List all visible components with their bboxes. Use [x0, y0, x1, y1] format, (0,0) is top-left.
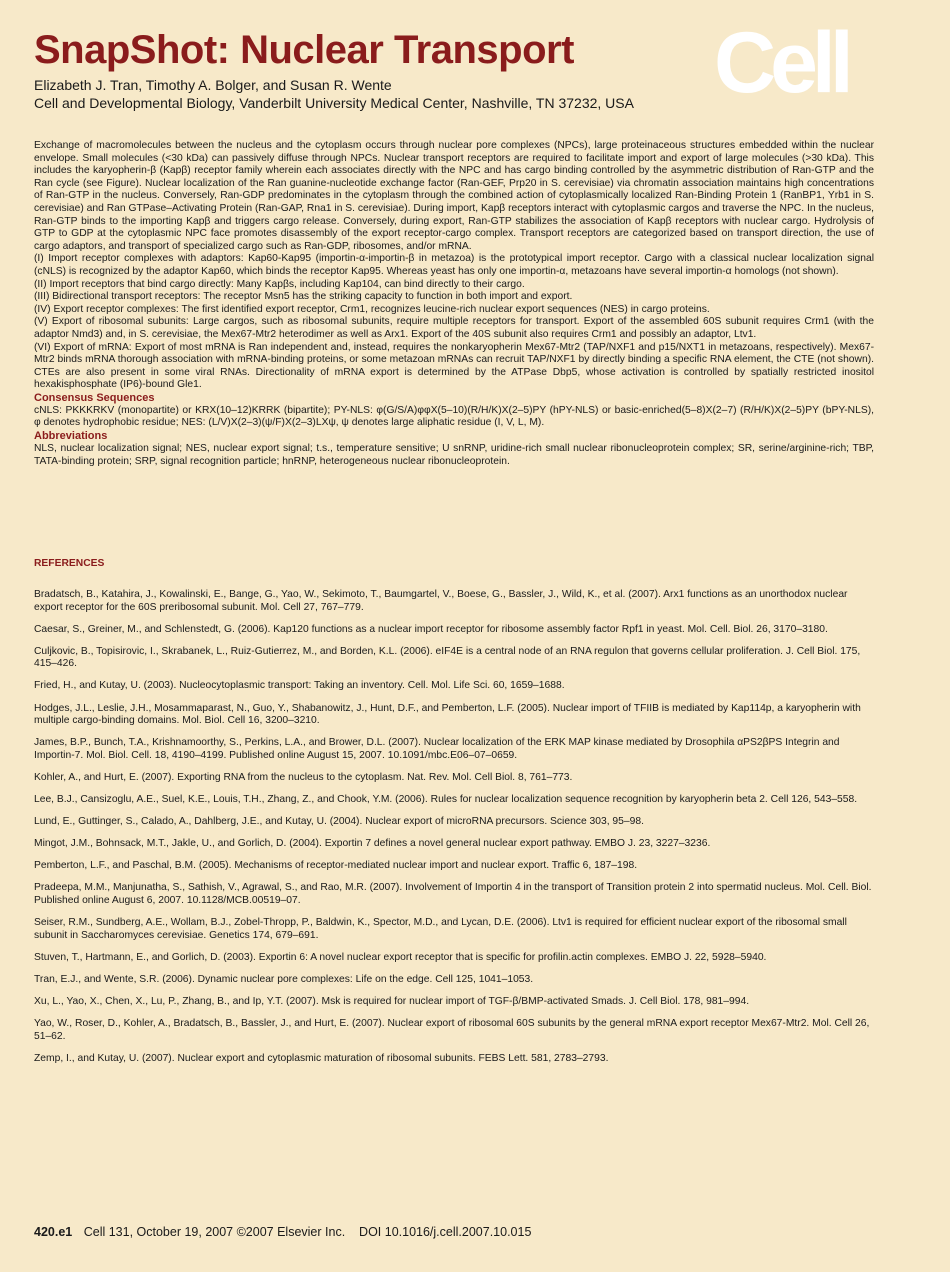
page-number: 420.e1 [34, 1225, 73, 1239]
reference-item: Caesar, S., Greiner, M., and Schlenstedt, G. (2006). Kap120 functions as a nuclear import receptor for ribosome assembly factor Rpf1 in yeast. Mol. Cell. Biol. 26, 3170–3180. [34, 623, 828, 635]
abbreviations-text: NLS, nuclear localization signal; NES, nuclear export signal; t.s., temperature sensitive; U snRNP, uridine-rich small nuclear ribonucleoprotein complex; SR, serine/arginine-rich; TBP, TATA-binding protein; SRP, signal recognition particle; hnRNP, heterogeneous nuclear ribonucleoprotein. [34, 443, 874, 467]
intro-paragraph: Exchange of macromolecules between the nucleus and the cytoplasm occurs through nuclear pore complexes (NPCs), large proteinaceous structures embedded within the nuclear envelope. Small molecules (<30 kDa) can passively diffuse through NPCs. Nuclear transport receptors are required to facilitate import and export of large molecules (>30 kDa). This includes the karyopherin-β (Kapβ) receptor family wherein each associates directly with the NPC and has cargo binding controlled by the asymmetric distribution of Ran-GTP and the Ran cycle (see Figure). Nuclear localization of the Ran guanine-nucleotide exchange factor (Ran-GEF, Prp20 in S. cerevisiae) via chromatin association maintains high concentrations of Ran-GTP in the nucleus. Conversely, Ran-GDP predominates in the cytoplasm through the combined action of cytoplasmically localized Ran-Binding Protein 1 (RanBP1, Yrb1 in S. cerevisiae) and Ran GTPase–Activating Protein (Ran-GAP, Rna1 in S. cerevisiae). During import, Kapβ receptors interact with cytoplasmic cargos and traverse the NPC. In the nucleus, Ran-GTP binds to the importing Kapβ and triggers cargo release. Conversely, during export, Ran-GTP stabilizes the association of Kapβ receptors with nuclear cargo. Hydrolysis of GTP to GDP at the cytoplasmic NPC face promotes disassembly of the export receptor-cargo complex. Transport receptors are categorized based on transport direction, the use of cargo adaptors, and transport of specialized cargo such as Ran-GDP, ribosomes, and/or mRNA. [34, 140, 874, 252]
abbreviations-heading: Abbreviations [34, 430, 108, 443]
item-paragraph: (II) Import receptors that bind cargo directly: Many Kapβs, including Kap104, can bind directly to their cargo. [34, 278, 525, 290]
authors: Elizabeth J. Tran, Timothy A. Bolger, and Susan R. Wente [34, 77, 392, 93]
page-title: SnapShot: Nuclear Transport [34, 28, 574, 72]
item-paragraph: (I) Import receptor complexes with adaptors: Kap60-Kap95 (importin-α-importin-β in metazoa) is the prototypical import receptor. Cargo with a classical nuclear localization signal (cNLS) is recognized by the adaptor Kap60, which binds the receptor Kap95. Whereas yeast has only one importin-α, metazoans have several importin-α homologs (not shown). [34, 253, 874, 277]
reference-item: Seiser, R.M., Sundberg, A.E., Wollam, B.J., Zobel-Thropp, P., Baldwin, K., Spector, M.D., and Lycan, D.E. (2006). Ltv1 is required for efficient nuclear export of the ribosomal small subunit in Saccharomyces cerevisiae. Genetics 174, 679–691. [34, 917, 847, 941]
consensus-heading: Consensus Sequences [34, 391, 155, 404]
consensus-text: cNLS: PKKKRKV (monopartite) or KRX(10–12)KRRK (bipartite); PY-NLS: φ(G/S/A)φφX(5–10)(R/H/K)X(2–5)PY (hPY-NLS) or basic-enriched(5–8)X(2–7) (R/H/K)X(2–5)PY (bPY-NLS), φ denotes hydrophobic residue; NES: (L/V)X(2–3)(ψ/F)X(2–3)LXψ, ψ denotes large aliphatic residue (I, V, L, M). [34, 404, 874, 429]
affiliation: Cell and Developmental Biology, Vanderbilt University Medical Center, Nashville, TN 37232, USA [34, 95, 634, 111]
reference-item: Mingot, J.M., Bohnsack, M.T., Jakle, U., and Gorlich, D. (2004). Exportin 7 defines a novel general nuclear export pathway. EMBO J. 23, 3227–3236. [34, 838, 711, 850]
reference-item: Stuven, T., Hartmann, E., and Gorlich, D. (2003). Exportin 6: A novel nuclear export receptor that is specific for profilin.actin complexes. EMBO J. 22, 5928–5940. [34, 951, 767, 963]
reference-item: Bradatsch, B., Katahira, J., Kowalinski, E., Bange, G., Yao, W., Sekimoto, T., Baumgartel, V., Boese, G., Bassler, J., Wild, K., et al. (2007). Arx1 functions as an unorthodox nuclear export receptor for the 60S preribosomal subunit. Mol. Cell 27, 767–779. [34, 589, 848, 613]
footer-citation: Cell 131, October 19, 2007 ©2007 Elsevier Inc. DOI 10.1016/j.cell.2007.10.015 [83, 1225, 532, 1239]
reference-item: Lee, B.J., Cansizoglu, A.E., Suel, K.E., Louis, T.H., Zhang, Z., and Chook, Y.M. (2006). Rules for nuclear localization sequence recognition by karyopherin beta 2. Cell 126, 543–558. [34, 794, 858, 806]
reference-item: Fried, H., and Kutay, U. (2003). Nucleocytoplasmic transport: Taking an inventory. Cell. Mol. Life Sci. 60, 1659–1688. [34, 680, 565, 692]
item-paragraph: (III) Bidirectional transport receptors: The receptor Msn5 has the striking capacity to function in both import and export. [34, 291, 573, 303]
reference-item: Kohler, A., and Hurt, E. (2007). Exporting RNA from the nucleus to the cytoplasm. Nat. Rev. Mol. Cell Biol. 8, 761–773. [34, 771, 573, 783]
item-paragraph: (VI) Export of mRNA: Export of most mRNA is Ran independent and, instead, requires the nonkaryopherin Mex67-Mtr2 (TAP/NXF1 and p15/NXT1 in metazoans, respectively). Mex67-Mtr2 binds mRNA thorough association with mRNA-binding proteins, or some metazoan mRNAs can recruit TAP/NXF1 by directly binding a specific RNA element, the CTE (not shown). CTEs are also present in some viral RNAs. Directionality of mRNA export is determined by the ATPase Dbp5, whose activation is controlled by spatially restricted inositol hexakisphosphate (IP6)-bound Gle1. [34, 341, 874, 391]
reference-item: Zemp, I., and Kutay, U. (2007). Nuclear export and cytoplasmic maturation of ribosomal subunits. FEBS Lett. 581, 2783–2793. [34, 1052, 609, 1064]
footer [34, 1225, 531, 1239]
reference-item: Xu, L., Yao, X., Chen, X., Lu, P., Zhang, B., and Ip, Y.T. (2007). Msk is required for nuclear import of TGF-β/BMP-activated Smads. J. Cell Biol. 178, 981–994. [34, 995, 750, 1007]
references-heading: REFERENCES [34, 558, 105, 569]
reference-item: Pradeepa, M.M., Manjunatha, S., Sathish, V., Agrawal, S., and Rao, M.R. (2007). Involvement of Importin 4 in the transport of Transition protein 2 into spermatid nucleus. Mol. Cell. Biol. Published online August 6, 2007. 10.1128/MCB.00519–07. [34, 882, 872, 906]
item-paragraph: (V) Export of ribosomal subunits: Large cargos, such as ribosomal subunits, require multiple receptors for transport. Export of the assembled 60S subunit requires Crm1 (with the adaptor Nmd3) and, in S. cerevisiae, the Mex67-Mtr2 heterodimer as well as Arx1. Export of the 40S subunit also requires Crm1 and possibly an adaptor, Ltv1. [34, 316, 874, 340]
item-paragraph: (IV) Export receptor complexes: The first identified export receptor, Crm1, recognizes leucine-rich nuclear export sequences (NES) in cargo proteins. [34, 303, 710, 315]
references-list [34, 589, 874, 1075]
reference-item: Hodges, J.L., Leslie, J.H., Mosammaparast, N., Guo, Y., Shabanowitz, J., Hunt, D.F., and Pemberton, L.F. (2005). Nuclear import of TFIIB is mediated by Kap114p, a karyopherin with multiple cargo-binding domains. Mol. Biol. Cell 16, 3200–3210. [34, 702, 861, 727]
cell-logo: Cell [714, 15, 848, 111]
reference-item: Yao, W., Roser, D., Kohler, A., Bradatsch, B., Bassler, J., and Hurt, E. (2007). Nuclear export of ribosomal 60S subunits by the general mRNA export receptor Mex67-Mtr2. Mol. Cell 26, 51–62. [34, 1018, 870, 1042]
reference-item: Lund, E., Guttinger, S., Calado, A., Dahlberg, J.E., and Kutay, U. (2004). Nuclear export of microRNA precursors. Science 303, 95–98. [34, 816, 644, 828]
reference-item: James, B.P., Bunch, T.A., Krishnamoorthy, S., Perkins, L.A., and Brower, D.L. (2007). Nuclear localization of the ERK MAP kinase mediated by Drosophila αPS2βPS Integrin and Importin-7. Mol. Biol. Cell. 18, 4190–4199. Published online August 15, 2007. 10.1091/mbc.E06–07–0659. [34, 737, 840, 761]
reference-item: Pemberton, L.F., and Paschal, B.M. (2005). Mechanisms of receptor-mediated nuclear import and nuclear export. Traffic 6, 187–198. [34, 860, 638, 872]
reference-item: Culjkovic, B., Topisirovic, I., Skrabanek, L., Ruiz-Gutierrez, M., and Borden, K.L. (2006). eIF4E is a central node of an RNA regulon that governs cellular proliferation. J. Cell Biol. 175, 415–426. [34, 645, 861, 670]
reference-item: Tran, E.J., and Wente, S.R. (2006). Dynamic nuclear pore complexes: Life on the edge. Cell 125, 1041–1053. [34, 973, 534, 985]
main-text [34, 140, 874, 468]
